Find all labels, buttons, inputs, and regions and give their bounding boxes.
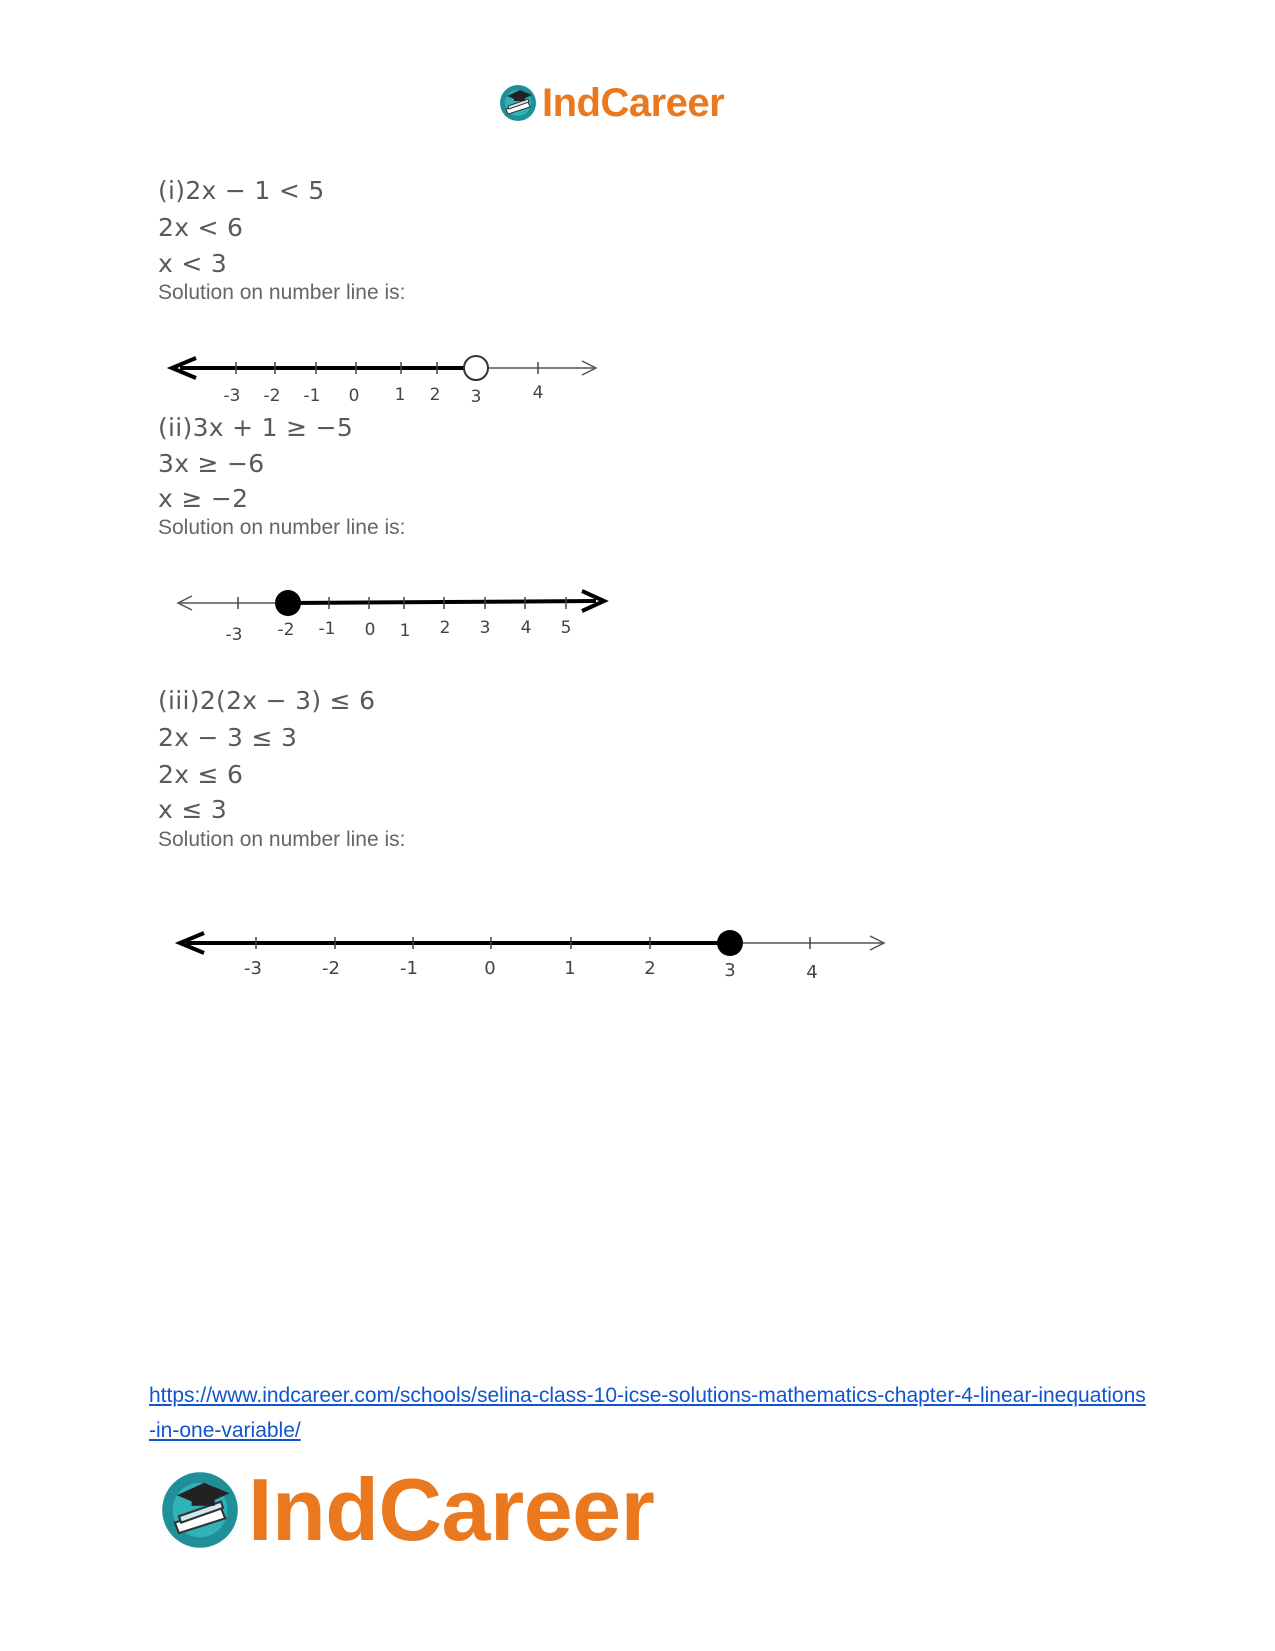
number-line-3 bbox=[180, 930, 884, 983]
tick-label: -1 bbox=[400, 958, 418, 979]
tick-label: -2 bbox=[322, 958, 340, 979]
tick-label: -1 bbox=[303, 386, 321, 406]
tick-label: 2 bbox=[439, 618, 451, 638]
tick-label: 0 bbox=[364, 620, 376, 640]
tick-label: 4 bbox=[806, 962, 818, 983]
tick-label: -1 bbox=[318, 619, 336, 639]
tick-label: 1 bbox=[394, 385, 406, 405]
equation-line: x ≤ 3 bbox=[158, 795, 228, 824]
left-arrow-head bbox=[180, 933, 204, 953]
closed-endpoint bbox=[275, 590, 301, 616]
equation-line: 3x ≥ −6 bbox=[158, 449, 265, 478]
tick-label: 3 bbox=[724, 960, 736, 981]
equation-line: 2x < 6 bbox=[158, 213, 244, 242]
tick-label: 0 bbox=[348, 386, 360, 406]
tick-label: 0 bbox=[484, 958, 496, 979]
solution-caption: Solution on number line is: bbox=[158, 281, 406, 304]
tick-label: 3 bbox=[470, 387, 482, 407]
number-line-2 bbox=[178, 590, 604, 645]
solution-caption: Solution on number line is: bbox=[158, 516, 406, 539]
open-endpoint bbox=[464, 356, 488, 380]
tick-label: -2 bbox=[277, 620, 295, 640]
solution-ray bbox=[290, 601, 596, 603]
source-url-link[interactable]: https://www.indcareer.com/schools/selina-class-10-icse-solutions-mathematics-chapter-4-linear-inequations-in-one-variable/ bbox=[149, 1384, 1146, 1442]
tick-label: -3 bbox=[244, 958, 262, 979]
logo-wordmark: IndCareer bbox=[248, 1460, 655, 1559]
equation-line: x < 3 bbox=[158, 249, 228, 278]
graduation-book-icon bbox=[498, 83, 538, 123]
graduation-book-icon bbox=[158, 1468, 242, 1552]
left-arrow-head bbox=[178, 596, 192, 610]
tick-label: 1 bbox=[399, 621, 411, 641]
tick-label: 3 bbox=[479, 618, 491, 638]
tick-label: 1 bbox=[564, 958, 576, 979]
right-arrow-head bbox=[582, 591, 604, 611]
equation-line: (ii)3x + 1 ≥ −5 bbox=[158, 413, 354, 442]
right-arrow-head bbox=[582, 361, 596, 375]
equation-line: 2x ≤ 6 bbox=[158, 760, 244, 789]
number-line-1 bbox=[172, 356, 596, 407]
logo-wordmark: IndCareer bbox=[542, 80, 725, 125]
indcareer-logo-top bbox=[498, 80, 724, 126]
left-arrow-head bbox=[172, 358, 196, 378]
tick-label: -3 bbox=[223, 386, 241, 406]
equation-line: 2x − 3 ≤ 3 bbox=[158, 723, 298, 752]
closed-endpoint bbox=[717, 930, 743, 956]
equation-line: x ≥ −2 bbox=[158, 484, 249, 513]
tick-label: 4 bbox=[532, 383, 544, 403]
tick-label: 2 bbox=[429, 385, 441, 405]
tick-label: -2 bbox=[263, 386, 281, 406]
tick-label: 2 bbox=[644, 958, 656, 979]
indcareer-logo-bottom bbox=[158, 1460, 655, 1559]
solution-caption: Solution on number line is: bbox=[158, 828, 406, 851]
tick-label: -3 bbox=[225, 625, 243, 645]
equation-line: (i)2x − 1 < 5 bbox=[158, 176, 325, 205]
equation-line: (iii)2(2x − 3) ≤ 6 bbox=[158, 686, 376, 715]
right-arrow-head bbox=[870, 936, 884, 950]
tick-label: 5 bbox=[560, 618, 572, 638]
tick-label: 4 bbox=[520, 618, 532, 638]
